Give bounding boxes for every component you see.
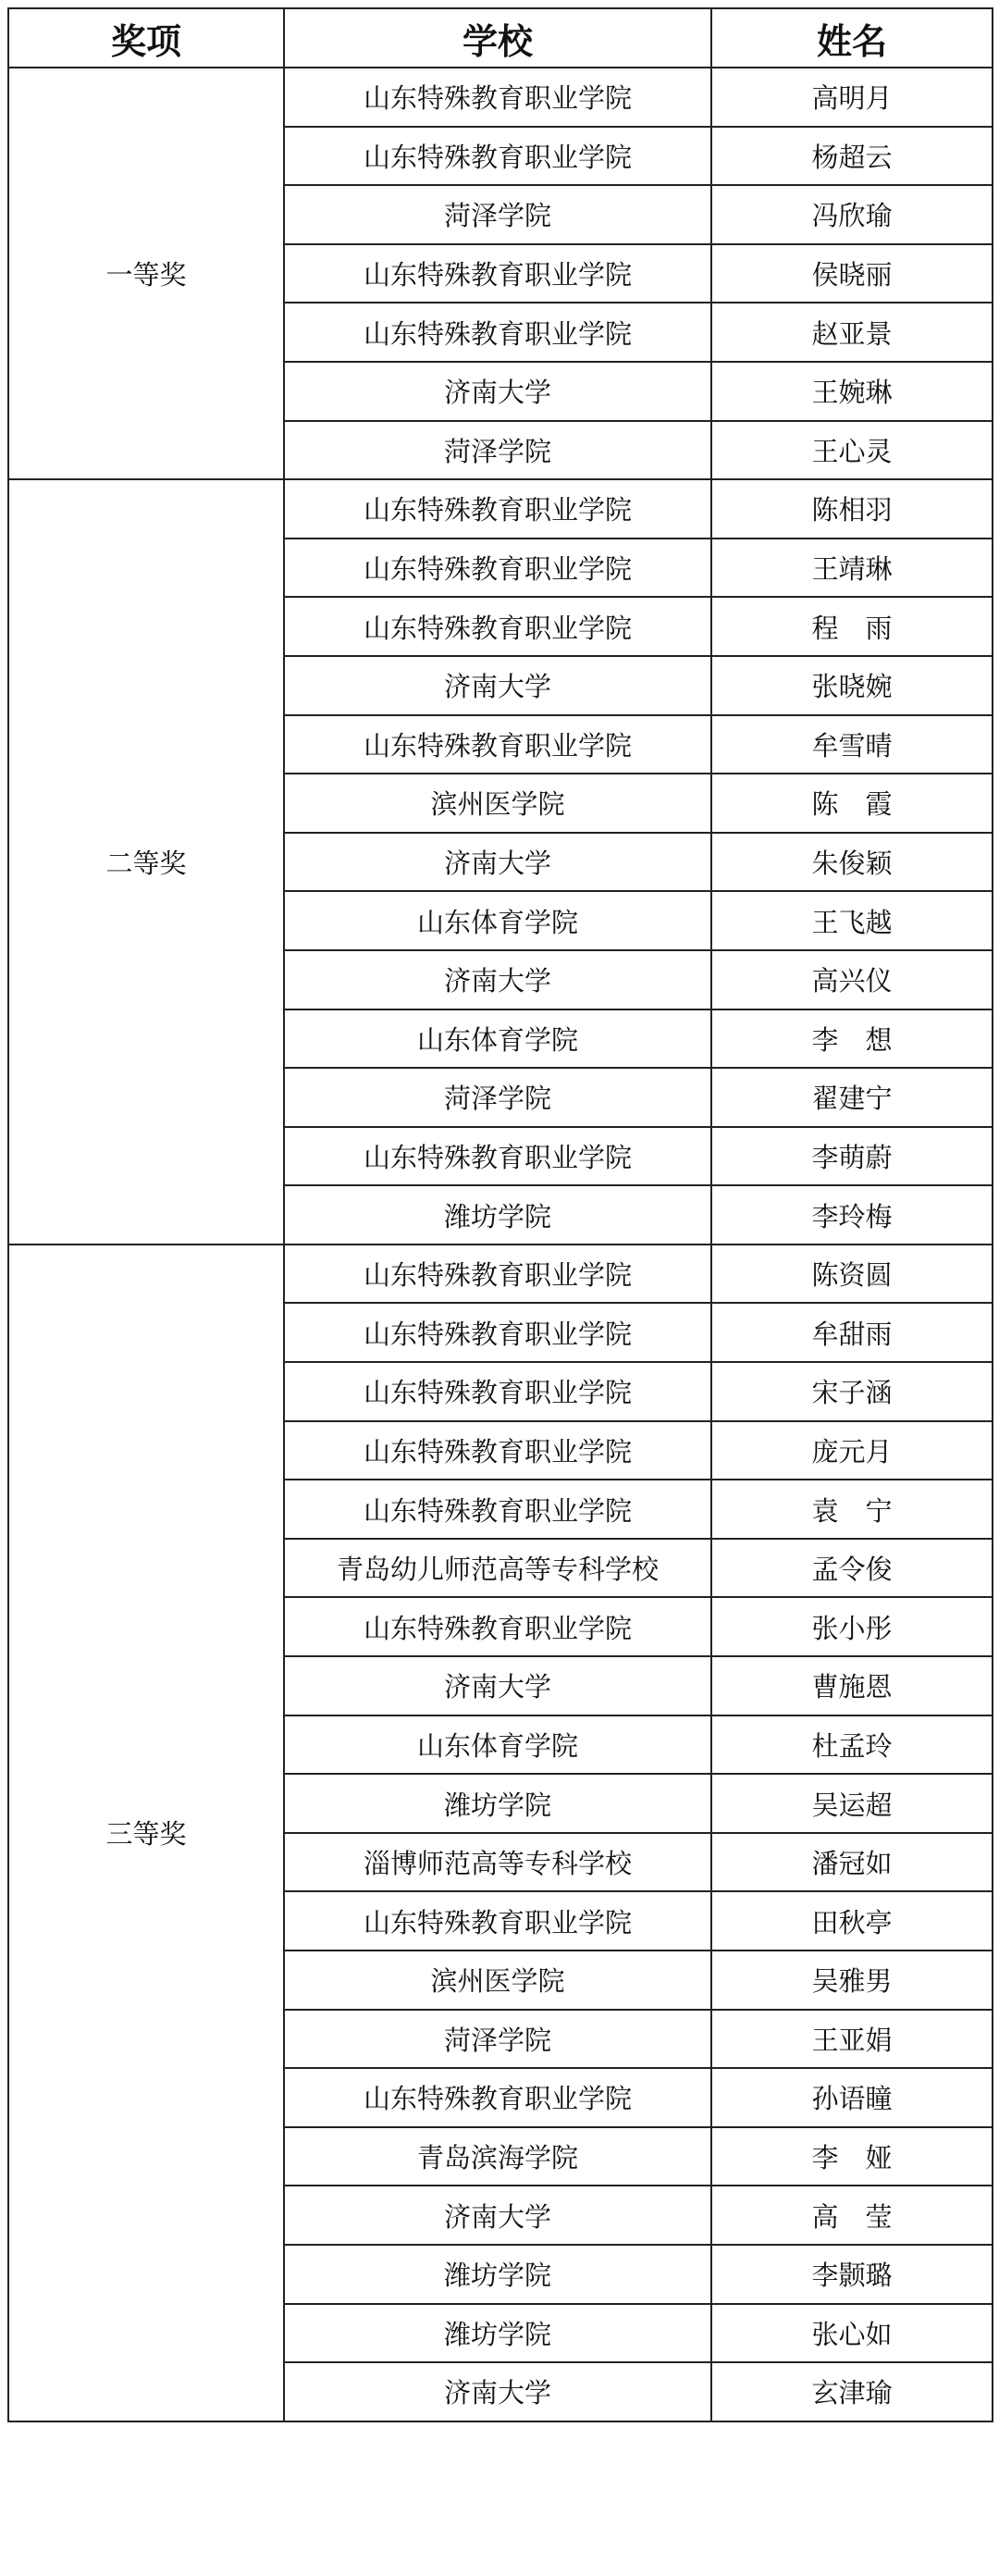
award-level-cell: 三等奖 (8, 1245, 284, 2421)
student-name-cell: 高 莹 (711, 2186, 993, 2245)
student-name-cell: 陈相羽 (711, 479, 993, 539)
school-cell: 济南大学 (284, 1656, 711, 1715)
student-name-cell: 高兴仪 (711, 950, 993, 1009)
student-name-cell: 张心如 (711, 2304, 993, 2363)
school-cell: 山东特殊教育职业学院 (284, 303, 711, 362)
award-level-cell: 二等奖 (8, 479, 284, 1245)
student-name-cell: 曹施恩 (711, 1656, 993, 1715)
award-level-cell: 一等奖 (8, 68, 284, 479)
student-name-cell: 李 娅 (711, 2127, 993, 2186)
school-cell: 山东特殊教育职业学院 (284, 1480, 711, 1539)
school-cell: 潍坊学院 (284, 1774, 711, 1833)
student-name-cell: 王飞越 (711, 891, 993, 950)
school-cell: 山东特殊教育职业学院 (284, 244, 711, 303)
student-name-cell: 陈 霞 (711, 774, 993, 833)
student-name-cell: 张小彤 (711, 1597, 993, 1656)
student-name-cell: 宋子涵 (711, 1362, 993, 1421)
school-cell: 山东特殊教育职业学院 (284, 2068, 711, 2127)
student-name-cell: 陈资圆 (711, 1245, 993, 1304)
school-cell: 山东特殊教育职业学院 (284, 1245, 711, 1304)
school-cell: 山东体育学院 (284, 1009, 711, 1069)
student-name-cell: 王婉琳 (711, 362, 993, 421)
school-cell: 山东特殊教育职业学院 (284, 597, 711, 656)
school-cell: 菏泽学院 (284, 2010, 711, 2069)
student-name-cell: 潘冠如 (711, 1833, 993, 1892)
school-column-header: 学校 (284, 8, 711, 68)
student-name-cell: 田秋亭 (711, 1891, 993, 1951)
school-cell: 潍坊学院 (284, 2304, 711, 2363)
school-cell: 菏泽学院 (284, 1068, 711, 1127)
school-cell: 济南大学 (284, 2362, 711, 2421)
student-name-cell: 程 雨 (711, 597, 993, 656)
table-row (8, 479, 993, 539)
table-row (8, 68, 993, 127)
school-cell: 菏泽学院 (284, 185, 711, 244)
table-body (8, 68, 993, 2421)
student-name-cell: 张晓婉 (711, 656, 993, 715)
student-name-cell: 李颢璐 (711, 2245, 993, 2304)
school-cell: 山东特殊教育职业学院 (284, 1303, 711, 1362)
student-name-cell: 翟建宁 (711, 1068, 993, 1127)
name-column-header: 姓名 (711, 8, 993, 68)
school-cell: 山东体育学院 (284, 891, 711, 950)
school-cell: 潍坊学院 (284, 1185, 711, 1245)
student-name-cell: 王靖琳 (711, 539, 993, 598)
student-name-cell: 王心灵 (711, 421, 993, 480)
school-cell: 山东体育学院 (284, 1715, 711, 1775)
student-name-cell: 牟甜雨 (711, 1303, 993, 1362)
school-cell: 滨州医学院 (284, 1951, 711, 2010)
student-name-cell: 孟令俊 (711, 1539, 993, 1598)
student-name-cell: 李 想 (711, 1009, 993, 1069)
school-cell: 山东特殊教育职业学院 (284, 1362, 711, 1421)
student-name-cell: 高明月 (711, 68, 993, 127)
student-name-cell: 袁 宁 (711, 1480, 993, 1539)
header-row (8, 8, 993, 68)
student-name-cell: 牟雪晴 (711, 715, 993, 774)
school-cell: 山东特殊教育职业学院 (284, 479, 711, 539)
school-cell: 济南大学 (284, 362, 711, 421)
school-cell: 山东特殊教育职业学院 (284, 1127, 711, 1186)
student-name-cell: 杜孟玲 (711, 1715, 993, 1775)
school-cell: 济南大学 (284, 950, 711, 1009)
school-cell: 济南大学 (284, 2186, 711, 2245)
student-name-cell: 侯晓丽 (711, 244, 993, 303)
school-cell: 淄博师范高等专科学校 (284, 1833, 711, 1892)
school-cell: 滨州医学院 (284, 774, 711, 833)
student-name-cell: 冯欣瑜 (711, 185, 993, 244)
school-cell: 潍坊学院 (284, 2245, 711, 2304)
school-cell: 山东特殊教育职业学院 (284, 539, 711, 598)
school-cell: 山东特殊教育职业学院 (284, 715, 711, 774)
student-name-cell: 庞元月 (711, 1421, 993, 1480)
school-cell: 山东特殊教育职业学院 (284, 127, 711, 186)
student-name-cell: 吴运超 (711, 1774, 993, 1833)
school-cell: 山东特殊教育职业学院 (284, 1597, 711, 1656)
student-name-cell: 朱俊颖 (711, 833, 993, 892)
student-name-cell: 李萌蔚 (711, 1127, 993, 1186)
school-cell: 青岛滨海学院 (284, 2127, 711, 2186)
student-name-cell: 玄津瑜 (711, 2362, 993, 2421)
student-name-cell: 赵亚景 (711, 303, 993, 362)
award-column-header: 奖项 (8, 8, 284, 68)
school-cell: 山东特殊教育职业学院 (284, 1421, 711, 1480)
table-row (8, 1245, 993, 1304)
school-cell: 济南大学 (284, 833, 711, 892)
student-name-cell: 王亚娟 (711, 2010, 993, 2069)
student-name-cell: 孙语瞳 (711, 2068, 993, 2127)
school-cell: 菏泽学院 (284, 421, 711, 480)
school-cell: 山东特殊教育职业学院 (284, 68, 711, 127)
school-cell: 济南大学 (284, 656, 711, 715)
student-name-cell: 李玲梅 (711, 1185, 993, 1245)
student-name-cell: 吴雅男 (711, 1951, 993, 2010)
school-cell: 山东特殊教育职业学院 (284, 1891, 711, 1951)
student-name-cell: 杨超云 (711, 127, 993, 186)
award-table (7, 7, 993, 2422)
school-cell: 青岛幼儿师范高等专科学校 (284, 1539, 711, 1598)
